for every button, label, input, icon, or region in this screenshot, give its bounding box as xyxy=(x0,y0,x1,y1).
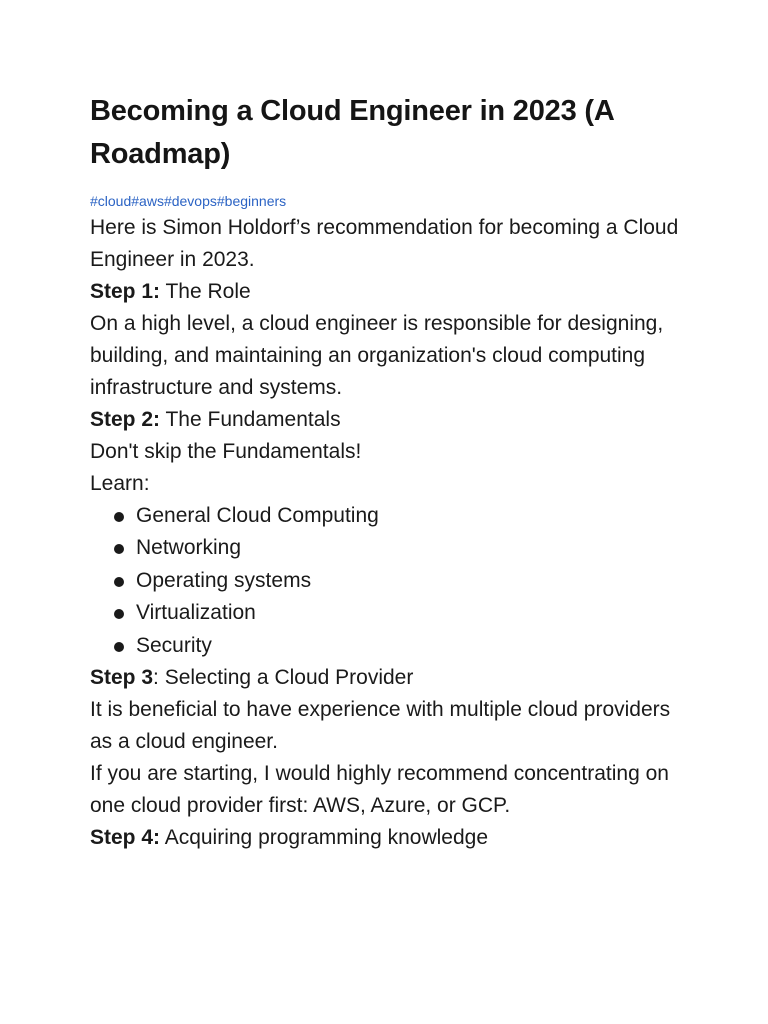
step-3-title: : Selecting a Cloud Provider xyxy=(153,666,414,690)
step-2-heading xyxy=(90,404,690,436)
tag-cloud[interactable]: #cloud xyxy=(90,193,132,209)
fundamentals-list xyxy=(90,500,690,662)
step-2-title: The Fundamentals xyxy=(160,408,341,431)
page-title: Becoming a Cloud Engineer in 2023 (A Roadmap) xyxy=(90,95,614,170)
bullet-icon xyxy=(114,544,124,554)
tag-list xyxy=(90,193,690,209)
step-4-label: Step 4: xyxy=(90,826,161,850)
list-item-text: Security xyxy=(136,633,212,657)
step-4-heading xyxy=(90,822,690,854)
step-3-paragraph-2: If you are starting, I would highly recommend concentrating on one cloud provider first: AWS, Azure, or GCP. xyxy=(90,762,669,818)
step-1-paragraph: On a high level, a cloud engineer is responsible for designing, building, and maintaining an organization's cloud computing infrastructure and systems. xyxy=(90,312,664,399)
intro-paragraph: Here is Simon Holdorf’s recommendation for becoming a Cloud Engineer in 2023. xyxy=(90,216,679,271)
step-4-title: Acquiring programming knowledge xyxy=(160,826,489,850)
list-item-text: General Cloud Computing xyxy=(136,504,379,527)
bullet-icon xyxy=(114,512,124,522)
list-item xyxy=(90,565,690,597)
bullet-icon xyxy=(114,609,124,619)
list-item-text: Virtualization xyxy=(136,601,256,625)
step-3-paragraph-1: It is beneficial to have experience with multiple cloud providers as a cloud engineer. xyxy=(90,698,671,754)
tag-beginners[interactable]: #beginners xyxy=(216,193,287,209)
step-1-title: The Role xyxy=(160,280,251,303)
bullet-icon xyxy=(114,642,124,652)
tag-devops[interactable]: #devops xyxy=(163,193,217,209)
step-2-label: Step 2: xyxy=(90,408,161,431)
step-2-learn-label: Learn: xyxy=(90,472,150,495)
article xyxy=(90,90,690,854)
step-1-heading xyxy=(90,276,690,308)
list-item xyxy=(90,532,690,564)
list-item xyxy=(90,630,690,662)
step-1-label: Step 1: xyxy=(90,280,161,303)
step-3-heading xyxy=(90,662,690,694)
list-item-text: Networking xyxy=(136,536,242,560)
list-item xyxy=(90,597,690,629)
bullet-icon xyxy=(114,577,124,587)
step-2-paragraph: Don't skip the Fundamentals! xyxy=(90,440,362,463)
tag-aws[interactable]: #aws xyxy=(131,193,164,209)
list-item xyxy=(90,500,690,532)
list-item-text: Operating systems xyxy=(136,568,312,592)
step-3-label: Step 3 xyxy=(90,666,154,690)
